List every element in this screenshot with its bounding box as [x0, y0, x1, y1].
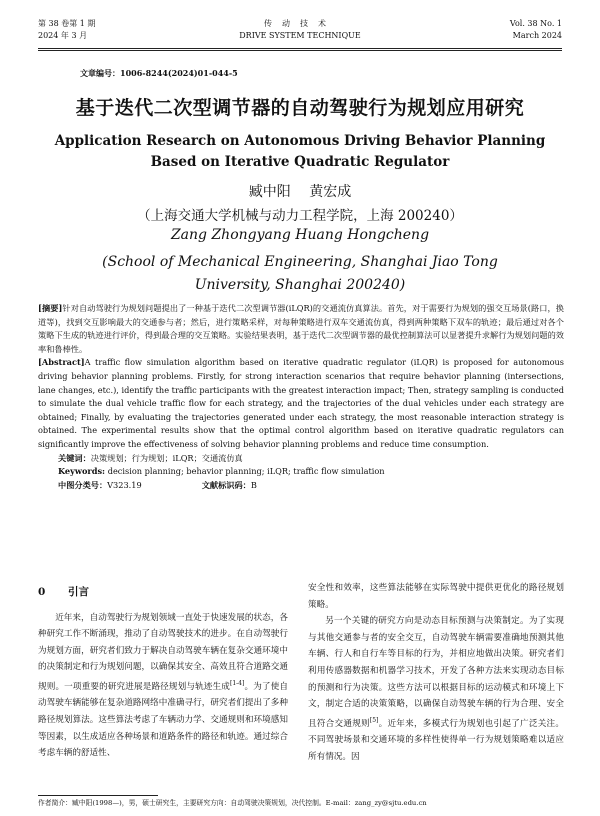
authors-cn: 臧中阳 黄宏成	[248, 184, 352, 200]
abstract-en-text: A traffic flow simulation algorithm based on iterative quadratic regulator (iLQR) is proposed for autonomous driving behavior planning problems. Firstly, for strong interaction scenarios that require behavior planning (intersections, lane changes, etc.), identify the traffic participants with the greatest interaction impact; Then, strategy sampling is conducted to simulate the dual vehicle traffic flow for each strategy, and the trajectories of the dual vehicles under each strategy are obtained; Finally, by evaluating the trajectories generated under each strategy, the most reasonable interaction strategy is obtained. The experimental results show that the optimal control algorithm based on iterative quadratic regulators can significantly improve the effectiveness of solving behavior planning problems and reduce time consumption.	[38, 357, 564, 449]
date-en: March 2024	[512, 31, 562, 40]
affiliation-en: (School of Mechanical Engineering, Shanghai Jiao Tong University, Shanghai 200240)	[102, 254, 498, 293]
section-heading	[38, 584, 288, 601]
body-paragraph	[38, 610, 288, 762]
affiliation-cn: （上海交通大学机械与动力工程学院，上海 200240）	[137, 208, 463, 224]
issue-cn: 第 38 卷第 1 期	[38, 19, 96, 28]
abstract-cn	[38, 302, 564, 356]
classification-line	[38, 479, 564, 493]
header-rule-double	[38, 50, 562, 51]
article-number: 文章编号：1006-8244(2024)01-044-5	[80, 68, 238, 78]
citation-ref: [1-4]	[230, 679, 245, 687]
section-title: 引言	[68, 586, 89, 598]
abstract-en	[38, 356, 564, 451]
paragraph-text: 另一个关键的研究方向是动态目标预测与决策制定。为了实现与其他交通参与者的安全交互，自动驾驶车辆需要准确地预测其他车辆、行人和自行车等目标的行为，并相应地做出决策。研究者们利用传感器数据和机器学习技术，开发了各种方法来实现动态目标的预测和行为决策。这些方法可以根据目标的运动模式和环境上下文，制定合适的决策策略，以确保自动驾驶车辆的行为合理、安全且符合交通规则	[308, 616, 564, 729]
title-cn: 基于迭代二次型调节器的自动驾驶行为规划应用研究	[75, 97, 525, 119]
author-footnote: 作者简介：臧中阳(1998—)，男，硕士研究生，主要研究方向：自动驾驶决策规划，决代控制。E-mail：zang_zy@sjtu.edu.cn	[38, 799, 427, 807]
paragraph-text-tail: 。为了使自动驾驶车辆能够在复杂道路网络中准确寻行，研究者们提出了多种路径规划算法。这些算法考虑了车辆动力学、交通规则和环境感知等因素，以生成适应各种场景和道路条件的路径和轨迹。通过综合考虑车辆的舒适性、	[38, 681, 288, 759]
paragraph-text: 近年来，自动驾驶行为规划领域一直处于快速发展的状态，各种研究工作不断涌现，推动了自动驾驶技术的进步。在自动驾驶行为规划方面，研究者们致力于解决自动驾驶车辆在复杂交通环境中的决策制定和行为规划问题，以确保其安全、高效且符合道路交通规则。一项重要的研究进展是路径规划与轨迹生成	[38, 612, 288, 692]
right-column	[308, 580, 564, 765]
class-value: V323.19	[107, 479, 142, 490]
date-cn: 2024 年 3 月	[38, 31, 88, 40]
keywords-en-label: Keywords:	[58, 466, 106, 477]
class-label: 中图分类号：	[58, 479, 108, 490]
body-paragraph-continued: 安全性和效率，这些算法能够在实际驾驶中提供更优化的路径规划策略。	[308, 583, 564, 610]
title-en: Application Research on Autonomous Driving Behavior Planning Based on Iterative Quadratic Regulator	[54, 133, 546, 170]
doc-code-label: 文献标识码：	[201, 479, 251, 490]
abstract-cn-text: 针对自动驾驶行为规划问题提出了一种基于迭代二次型调节器(iLQR)的交通流仿真算法。首先，对于需要行为规划的强交互场景(路口，换道等)，找到交互影响最大的交通参与者；然后，进行策略采样，对每种策略进行双车交通流仿真，得到两种策略下双车的轨迹；最后通过对各个策略下生成的轨迹进行评价，得到最合理的交互策略。实验结果表明，基于迭代二次型调节器的最优控制算法可以显著提升求解行为规划问题的效率和鲁棒性。	[38, 303, 564, 354]
header-center	[38, 18, 562, 42]
keywords-en	[38, 465, 564, 479]
abstract-cn-label: [摘要]	[38, 303, 63, 313]
paragraph-text-tail: 。近年来，多模式行为规划也引起了广泛关注。不同驾驶场景和交通环境的多样性使得单一行为规划策略难以适应所有情况。因	[308, 718, 564, 762]
footnote-rule	[38, 795, 158, 796]
keywords-cn-text: 决策规划；行为规划；iLQR；交通流仿真	[90, 452, 243, 463]
header-right	[510, 18, 562, 42]
abstract-block	[38, 302, 564, 492]
doc-code-value: B	[250, 479, 257, 490]
citation-ref: [5]	[369, 716, 379, 724]
journal-title-cn: 传动技术	[264, 19, 336, 28]
running-header	[38, 18, 562, 46]
left-column	[38, 580, 288, 762]
keywords-en-text: decision planning; behavior planning; iLQR; traffic flow simulation	[107, 466, 385, 477]
abstract-en-label: [Abstract]	[38, 357, 85, 368]
journal-title-en: DRIVE SYSTEM TECHNIQUE	[239, 31, 361, 40]
volume-en: Vol. 38 No. 1	[509, 19, 562, 28]
section-number: 0	[38, 586, 46, 598]
keywords-cn	[38, 452, 564, 466]
keywords-cn-label: 关键词：	[58, 452, 91, 463]
authors-en: Zang Zhongyang Huang Hongcheng	[170, 227, 430, 243]
body-paragraph	[308, 613, 564, 765]
header-rule	[38, 48, 562, 49]
